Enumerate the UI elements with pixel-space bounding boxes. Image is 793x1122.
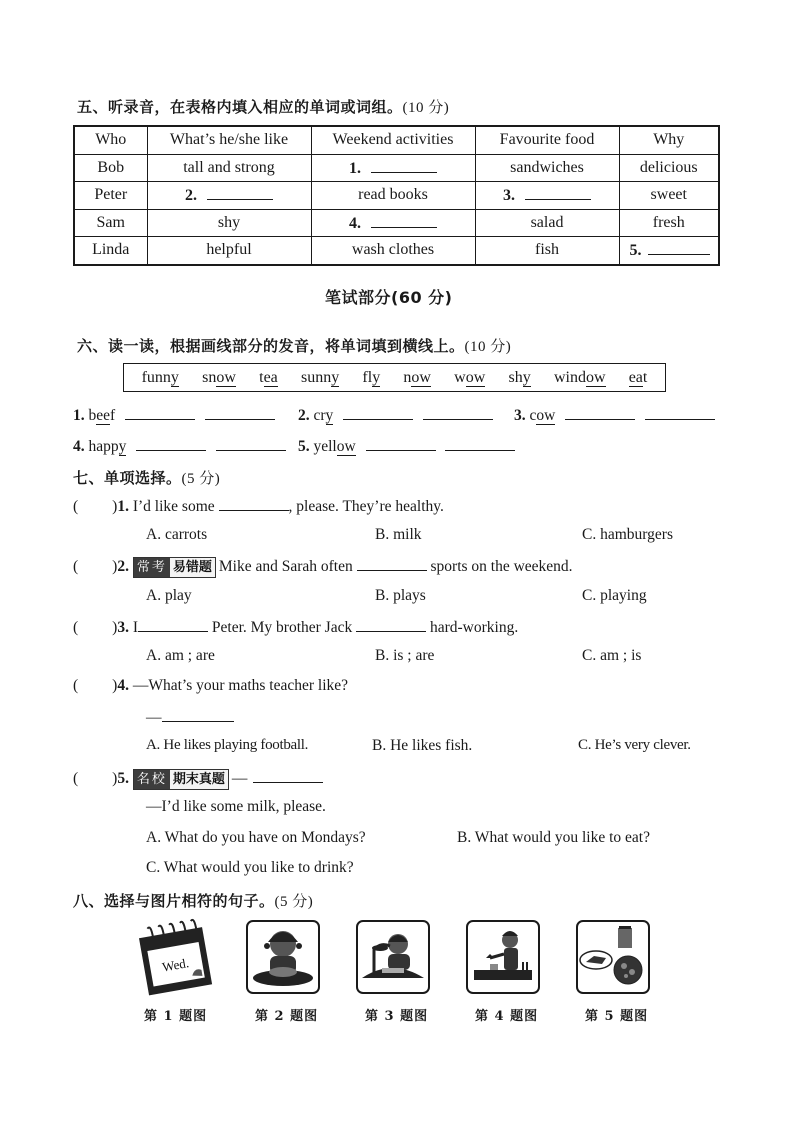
cell-like: shy: [147, 209, 311, 237]
answer-paren-close: ): [112, 677, 118, 694]
blank-number: 1.: [349, 159, 361, 177]
cell-like: tall and strong: [147, 154, 311, 182]
answer-blank[interactable]: [366, 436, 436, 451]
header-activities: Weekend activities: [311, 126, 475, 154]
section8-score: (5 分): [274, 894, 314, 910]
listening-table: [73, 125, 720, 266]
cell-activities: wash clothes: [311, 237, 475, 265]
table-row: [74, 182, 719, 210]
word-bank-item: now: [403, 368, 431, 386]
cell-activities[interactable]: [311, 154, 475, 182]
question-blank: [138, 617, 208, 632]
table-row: [74, 237, 719, 265]
answer-blank[interactable]: [645, 405, 715, 420]
question-number: 1.: [117, 498, 129, 515]
section6-heading-text: 六、读一读，根据画线部分的发音，将单词填到横线上。: [77, 337, 465, 355]
word-bank-item: snow: [202, 368, 236, 386]
answer-blank[interactable]: [565, 405, 635, 420]
badge-light-label: 期末真题: [170, 770, 228, 789]
question-blank: [357, 556, 427, 571]
tag-badge: [133, 769, 229, 790]
badge-dark-label: 名校: [134, 770, 170, 789]
answer-paren-open[interactable]: (: [73, 558, 79, 575]
answer-paren-close: ): [112, 619, 118, 636]
section5-score: (10 分): [402, 100, 450, 116]
option-c: C. am ; is: [582, 647, 642, 664]
question-stem: —What’s your maths teacher like?: [132, 677, 349, 694]
option-a: A. What do you have on Mondays?: [146, 829, 366, 846]
blank-number: 2.: [185, 187, 197, 205]
question-stem: hard-working.: [429, 619, 519, 636]
dash: —: [231, 770, 248, 787]
section7-heading-text: 七、单项选择。: [73, 469, 182, 487]
option-a: A. play: [146, 587, 192, 604]
question-stem: Peter. My brother Jack: [211, 619, 353, 636]
answer-blank-5[interactable]: [648, 240, 710, 255]
cell-who: Peter: [74, 182, 147, 210]
boy-reading-icon: [358, 922, 428, 992]
cell-why: sweet: [619, 182, 719, 210]
phonics-item-3: 3. cow: [514, 405, 715, 425]
question-5: [73, 768, 323, 790]
item-number: 5.: [298, 438, 310, 455]
answer-blank-2[interactable]: [207, 185, 273, 200]
option-c: C. What would you like to drink?: [146, 859, 354, 876]
blank-number: 3.: [503, 187, 515, 205]
answer-paren-close: ): [112, 770, 118, 787]
blank-number: 5.: [629, 242, 642, 260]
answer-paren-open[interactable]: (: [73, 619, 79, 636]
answer-blank[interactable]: [445, 436, 515, 451]
answer-paren-open[interactable]: (: [73, 498, 79, 515]
item-number: 2.: [298, 407, 310, 424]
option-a: A. am ; are: [146, 647, 215, 664]
question-4: [73, 677, 348, 695]
boy-experiment-icon: [468, 922, 538, 992]
cell-who: Bob: [74, 154, 147, 182]
word-bank-item: sunny: [300, 368, 340, 386]
question-number: 4.: [117, 677, 129, 694]
word-bank-item: eat: [628, 368, 648, 386]
section6-heading: [77, 335, 511, 356]
answer-blank-1[interactable]: [371, 158, 437, 173]
option-c: C. hamburgers: [582, 526, 673, 543]
answer-blank-3[interactable]: [525, 185, 591, 200]
answer-paren-open[interactable]: (: [73, 677, 79, 694]
option-b: B. He likes fish.: [372, 737, 473, 754]
section7-heading: [73, 467, 220, 488]
calendar-picture: [137, 918, 217, 998]
question-blank: [356, 617, 426, 632]
cell-why[interactable]: [619, 237, 719, 265]
cell-food: fish: [475, 237, 619, 265]
cell-like: helpful: [147, 237, 311, 265]
question-5-reply: —I’d like some milk, please.: [146, 798, 326, 815]
header-like: What’s he/she like: [147, 126, 311, 154]
picture-2-caption: 第 2 题图: [255, 1009, 319, 1024]
word-bank-item: window: [553, 368, 606, 386]
table-header-row: [74, 126, 719, 154]
word-bank: [123, 363, 666, 392]
blank-number: 4.: [349, 214, 361, 232]
answer-blank[interactable]: [343, 405, 413, 420]
girl-washing-icon: [248, 922, 318, 992]
food-drink-icon: [578, 922, 648, 992]
question-blank: [253, 768, 323, 783]
section5-heading: [77, 96, 449, 117]
cell-who: Linda: [74, 237, 147, 265]
cell-like[interactable]: [147, 182, 311, 210]
written-part-title: 笔试部分(60 分): [325, 288, 453, 307]
phonics-item-5: 5. yellow: [298, 436, 515, 456]
question-stem: , please. They’re healthy.: [288, 498, 444, 515]
word-bank-item: wow: [454, 368, 486, 386]
answer-blank[interactable]: [423, 405, 493, 420]
table-row: [74, 154, 719, 182]
picture-3-reading: [356, 920, 430, 994]
option-b: B. is ; are: [375, 647, 435, 664]
option-c: C. He’s very clever.: [578, 737, 691, 753]
calendar-icon: [137, 918, 217, 998]
picture-1-caption: 第 1 题图: [144, 1009, 208, 1024]
question-number: 2.: [117, 558, 129, 575]
question-number: 5.: [117, 770, 129, 787]
word-bank-item: fly: [362, 368, 381, 386]
question-number: 3.: [117, 619, 129, 636]
picture-2-washing: [246, 920, 320, 994]
answer-blank-4[interactable]: [371, 213, 437, 228]
answer-paren-close: ): [112, 558, 118, 575]
word-bank-item: funny: [141, 368, 179, 386]
word-bank-item: shy: [508, 368, 531, 386]
answer-dash-line: [146, 707, 234, 727]
question-stem: I: [132, 619, 139, 636]
question-stem: Mike and Sarah often: [218, 558, 353, 575]
item-number: 3.: [514, 407, 526, 424]
header-who: Who: [74, 126, 147, 154]
answer-blank[interactable]: [136, 436, 206, 451]
section6-score: (10 分): [464, 339, 512, 355]
option-b: B. What would you like to eat?: [457, 829, 650, 846]
phonics-item-1: 1. beef: [73, 405, 275, 425]
table-row: [74, 209, 719, 237]
answer-blank[interactable]: [216, 436, 286, 451]
answer-blank[interactable]: [125, 405, 195, 420]
section5-heading-text: 五、听录音，在表格内填入相应的单词或词组。: [77, 98, 403, 116]
picture-4-caption: 第 4 题图: [475, 1009, 539, 1024]
picture-5-caption: 第 5 题图: [585, 1009, 649, 1024]
question-blank: [162, 707, 234, 722]
word-bank-item: tea: [259, 368, 278, 386]
option-b: B. milk: [375, 526, 422, 543]
item-number: 1.: [73, 407, 85, 424]
picture-4-experiment: [466, 920, 540, 994]
picture-3-caption: 第 3 题图: [365, 1009, 429, 1024]
cell-activities[interactable]: [311, 209, 475, 237]
cell-why: delicious: [619, 154, 719, 182]
question-3: [73, 617, 518, 637]
section7-score: (5 分): [181, 471, 221, 487]
option-c: C. playing: [582, 587, 647, 604]
question-1: [73, 496, 444, 516]
option-a: A. carrots: [146, 526, 208, 543]
question-stem: sports on the weekend.: [430, 558, 573, 575]
cell-why: fresh: [619, 209, 719, 237]
badge-light-label: 易错题: [170, 558, 215, 577]
item-number: 4.: [73, 438, 85, 455]
cell-food: sandwiches: [475, 154, 619, 182]
cell-food: salad: [475, 209, 619, 237]
badge-dark-label: 常考: [134, 558, 170, 577]
option-a: A. He likes playing football.: [146, 737, 309, 753]
question-2: [73, 556, 573, 578]
header-food: Favourite food: [475, 126, 619, 154]
cell-who: Sam: [74, 209, 147, 237]
dash: —: [146, 709, 162, 726]
answer-paren-close: ): [112, 498, 118, 515]
picture-5-food: [576, 920, 650, 994]
section8-heading: [73, 890, 313, 911]
phonics-item-4: 4. happy: [73, 436, 286, 456]
section8-heading-text: 八、选择与图片相符的句子。: [73, 892, 275, 910]
question-stem: I’d like some: [132, 498, 215, 515]
answer-blank[interactable]: [205, 405, 275, 420]
option-b: B. plays: [375, 587, 426, 604]
svg-text:Wed.: Wed.: [161, 955, 191, 975]
question-blank: [219, 496, 289, 511]
cell-food[interactable]: [475, 182, 619, 210]
header-why: Why: [619, 126, 719, 154]
answer-paren-open[interactable]: (: [73, 770, 79, 787]
tag-badge: [133, 557, 216, 578]
phonics-item-2: 2. cry: [298, 405, 493, 425]
cell-activities: read books: [311, 182, 475, 210]
